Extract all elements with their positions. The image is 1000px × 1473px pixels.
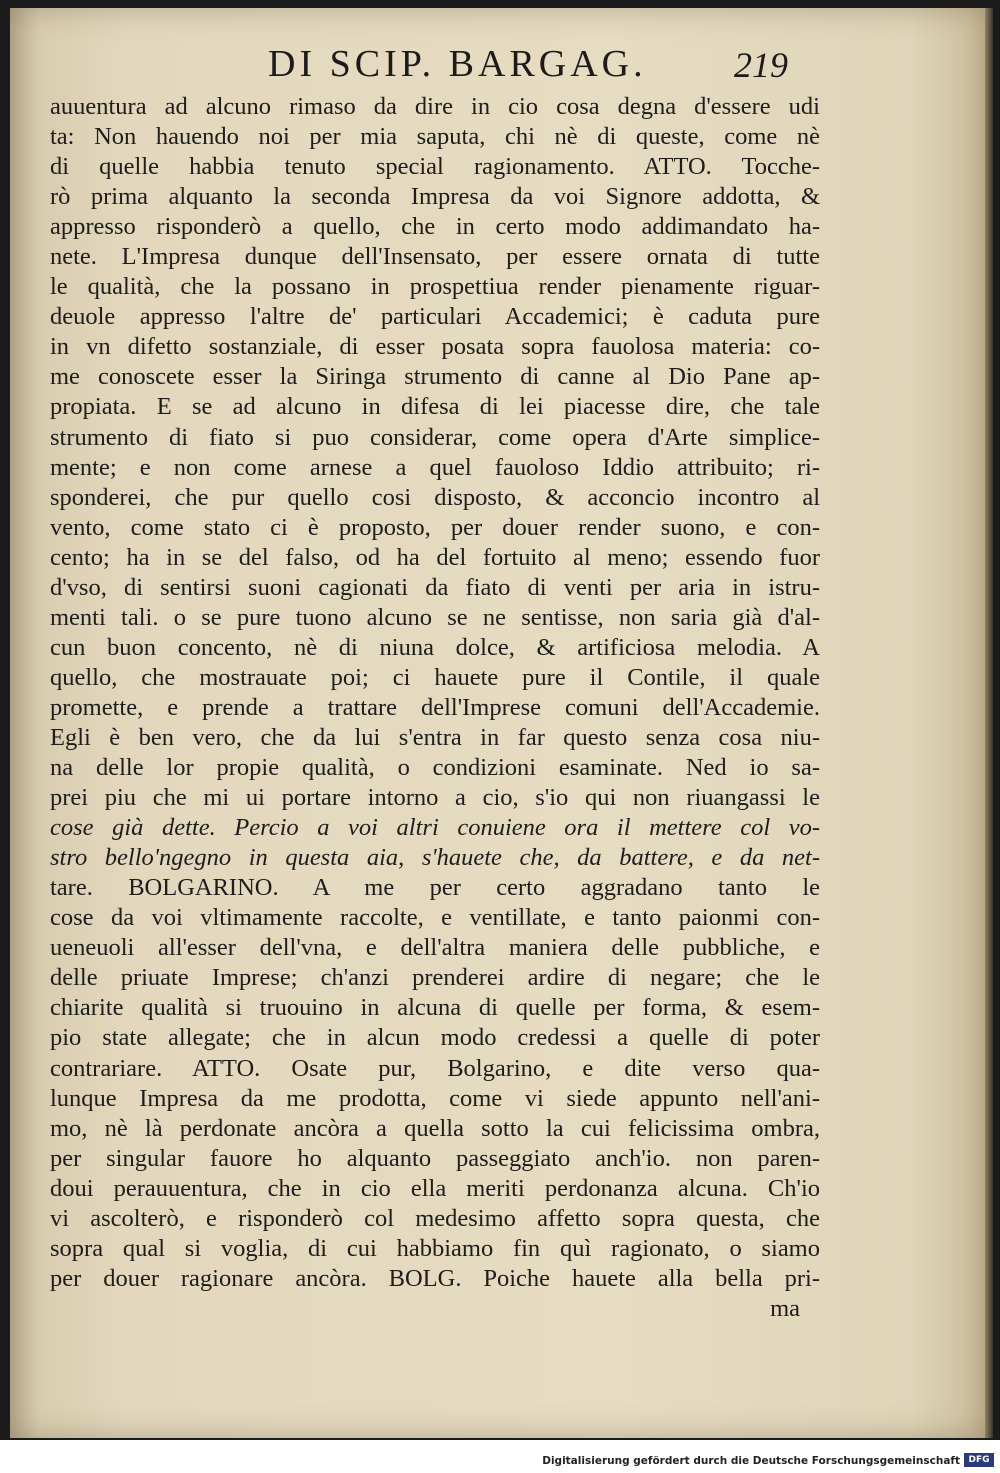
text-line: sopra qual si voglia, di cui habbiamo fin quì ragionato, o siamo (50, 1234, 820, 1262)
text-line: cun buon concento, nè di niuna dolce, & artificiosa melodia. A (50, 633, 820, 661)
dfg-logo: DFG (964, 1453, 994, 1467)
text-line: chiarite qualità si truouino in alcuna di quelle per forma, & esem- (50, 994, 820, 1022)
text-line: per douer ragionare ancòra. BOLG. Poiche hauete alla bella pri- (50, 1264, 820, 1292)
page-header (268, 42, 788, 92)
text-line: d'vso, di sentirsi suoni cagionati da fiato di venti per aria in istru- (50, 573, 820, 601)
text-line: mente; e non come arnese a quel fauoloso Iddio attribuito; ri- (50, 453, 820, 481)
running-head: DI SCIP. BARGAG. (268, 43, 647, 85)
text-line: cose da voi vltimamente raccolte, e ventillate, e tanto paionmi con- (50, 904, 820, 932)
text-line: vi ascolterò, e risponderò col medesimo affetto sopra questa, che (50, 1204, 820, 1232)
text-line: vento, come stato ci è proposto, per douer render suono, e con- (50, 513, 820, 541)
catchword: ma (770, 1294, 800, 1322)
text-line: appresso risponderò a quello, che in certo modo addimandato ha- (50, 213, 820, 241)
text-line: rò prima alquanto la seconda Impresa da voi Signore addotta, & (50, 183, 820, 211)
text-line: lunque Impresa da me prodotta, come vi siede appunto nell'ani- (50, 1084, 820, 1112)
footer-credit: Digitalisierung gefördert durch die Deutsche Forschungsgemeinschaft (542, 1455, 960, 1467)
text-line: cose già dette. Percio a voi altri conuiene ora il mettere col vo- (50, 814, 820, 842)
text-line: delle priuate Imprese; ch'anzi prenderei ardire di negare; che le (50, 964, 820, 992)
text-line: quello, che mostrauate poi; ci hauete pure il Contile, il quale (50, 663, 820, 691)
text-line: ueneuoli all'esser dell'vna, e dell'altra maniera delle pubbliche, e (50, 934, 820, 962)
text-line: auuentura ad alcuno rimaso da dire in cio cosa degna d'essere udi (50, 93, 820, 120)
text-line: prei piu che mi ui portare intorno a cio, s'io qui non riuangassi le (50, 784, 820, 812)
text-line: menti tali. o se pure tuono alcuno se ne sentisse, non saria già d'al- (50, 603, 820, 631)
text-line: Egli è ben vero, che da lui s'entra in far questo senza cosa niu- (50, 723, 820, 751)
text-line: contrariare. ATTO. Osate pur, Bolgarino, e dite verso qua- (50, 1054, 820, 1082)
text-line: di quelle habbia tenuto special ragionamento. ATTO. Tocche- (50, 153, 820, 181)
text-line: me conoscete esser la Siringa strumento di canne al Dio Pane ap- (50, 363, 820, 391)
text-line: tare. BOLGARINO. A me per certo aggradano tanto le (50, 874, 820, 902)
text-line: deuole appresso l'altre de' particulari Accademici; è caduta pure (50, 303, 820, 331)
text-line: sponderei, che pur quello cosi disposto, & acconcio incontro al (50, 483, 820, 511)
text-line: promette, e prende a trattare dell'Imprese comuni dell'Accademie. (50, 693, 820, 721)
text-line: pio state allegate; che in alcun modo credessi a quelle di poter (50, 1024, 820, 1052)
text-line: mo, nè là perdonate ancòra a quella sotto la cui felicissima ombra, (50, 1114, 820, 1142)
body-text (50, 92, 820, 1324)
text-line: nete. L'Impresa dunque dell'Insensato, per essere ornata di tutte (50, 243, 820, 271)
text-line: na delle lor propie qualità, o condizioni esaminate. Ned io sa- (50, 754, 820, 782)
text-line: ta: Non hauendo noi per mia saputa, chi nè di queste, come nè (50, 123, 820, 151)
text-line: strumento di fiato si puo considerar, come opera d'Arte simplice- (50, 423, 820, 451)
text-line: stro bello'ngegno in questa aia, s'hauete che, da battere, e da net- (50, 844, 820, 872)
text-line: doui perauuentura, che in cio ella meriti perdonanza alcuna. Ch'io (50, 1174, 820, 1202)
page-edge (985, 8, 993, 1438)
text-line: in vn difetto sostanziale, di esser posata sopra fauolosa materia: co- (50, 333, 820, 361)
text-line: per singular fauore ho alquanto passeggiato anch'io. non paren- (50, 1144, 820, 1172)
footer-bar (0, 1440, 1000, 1473)
text-line: cento; ha in se del falso, od ha del fortuito al meno; essendo fuor (50, 543, 820, 571)
text-line: le qualità, che la possano in prospettiua render pienamente riguar- (50, 273, 820, 301)
text-line: propiata. E se ad alcuno in difesa di lei piacesse dire, che tale (50, 393, 820, 421)
page-number: 219 (734, 45, 788, 85)
